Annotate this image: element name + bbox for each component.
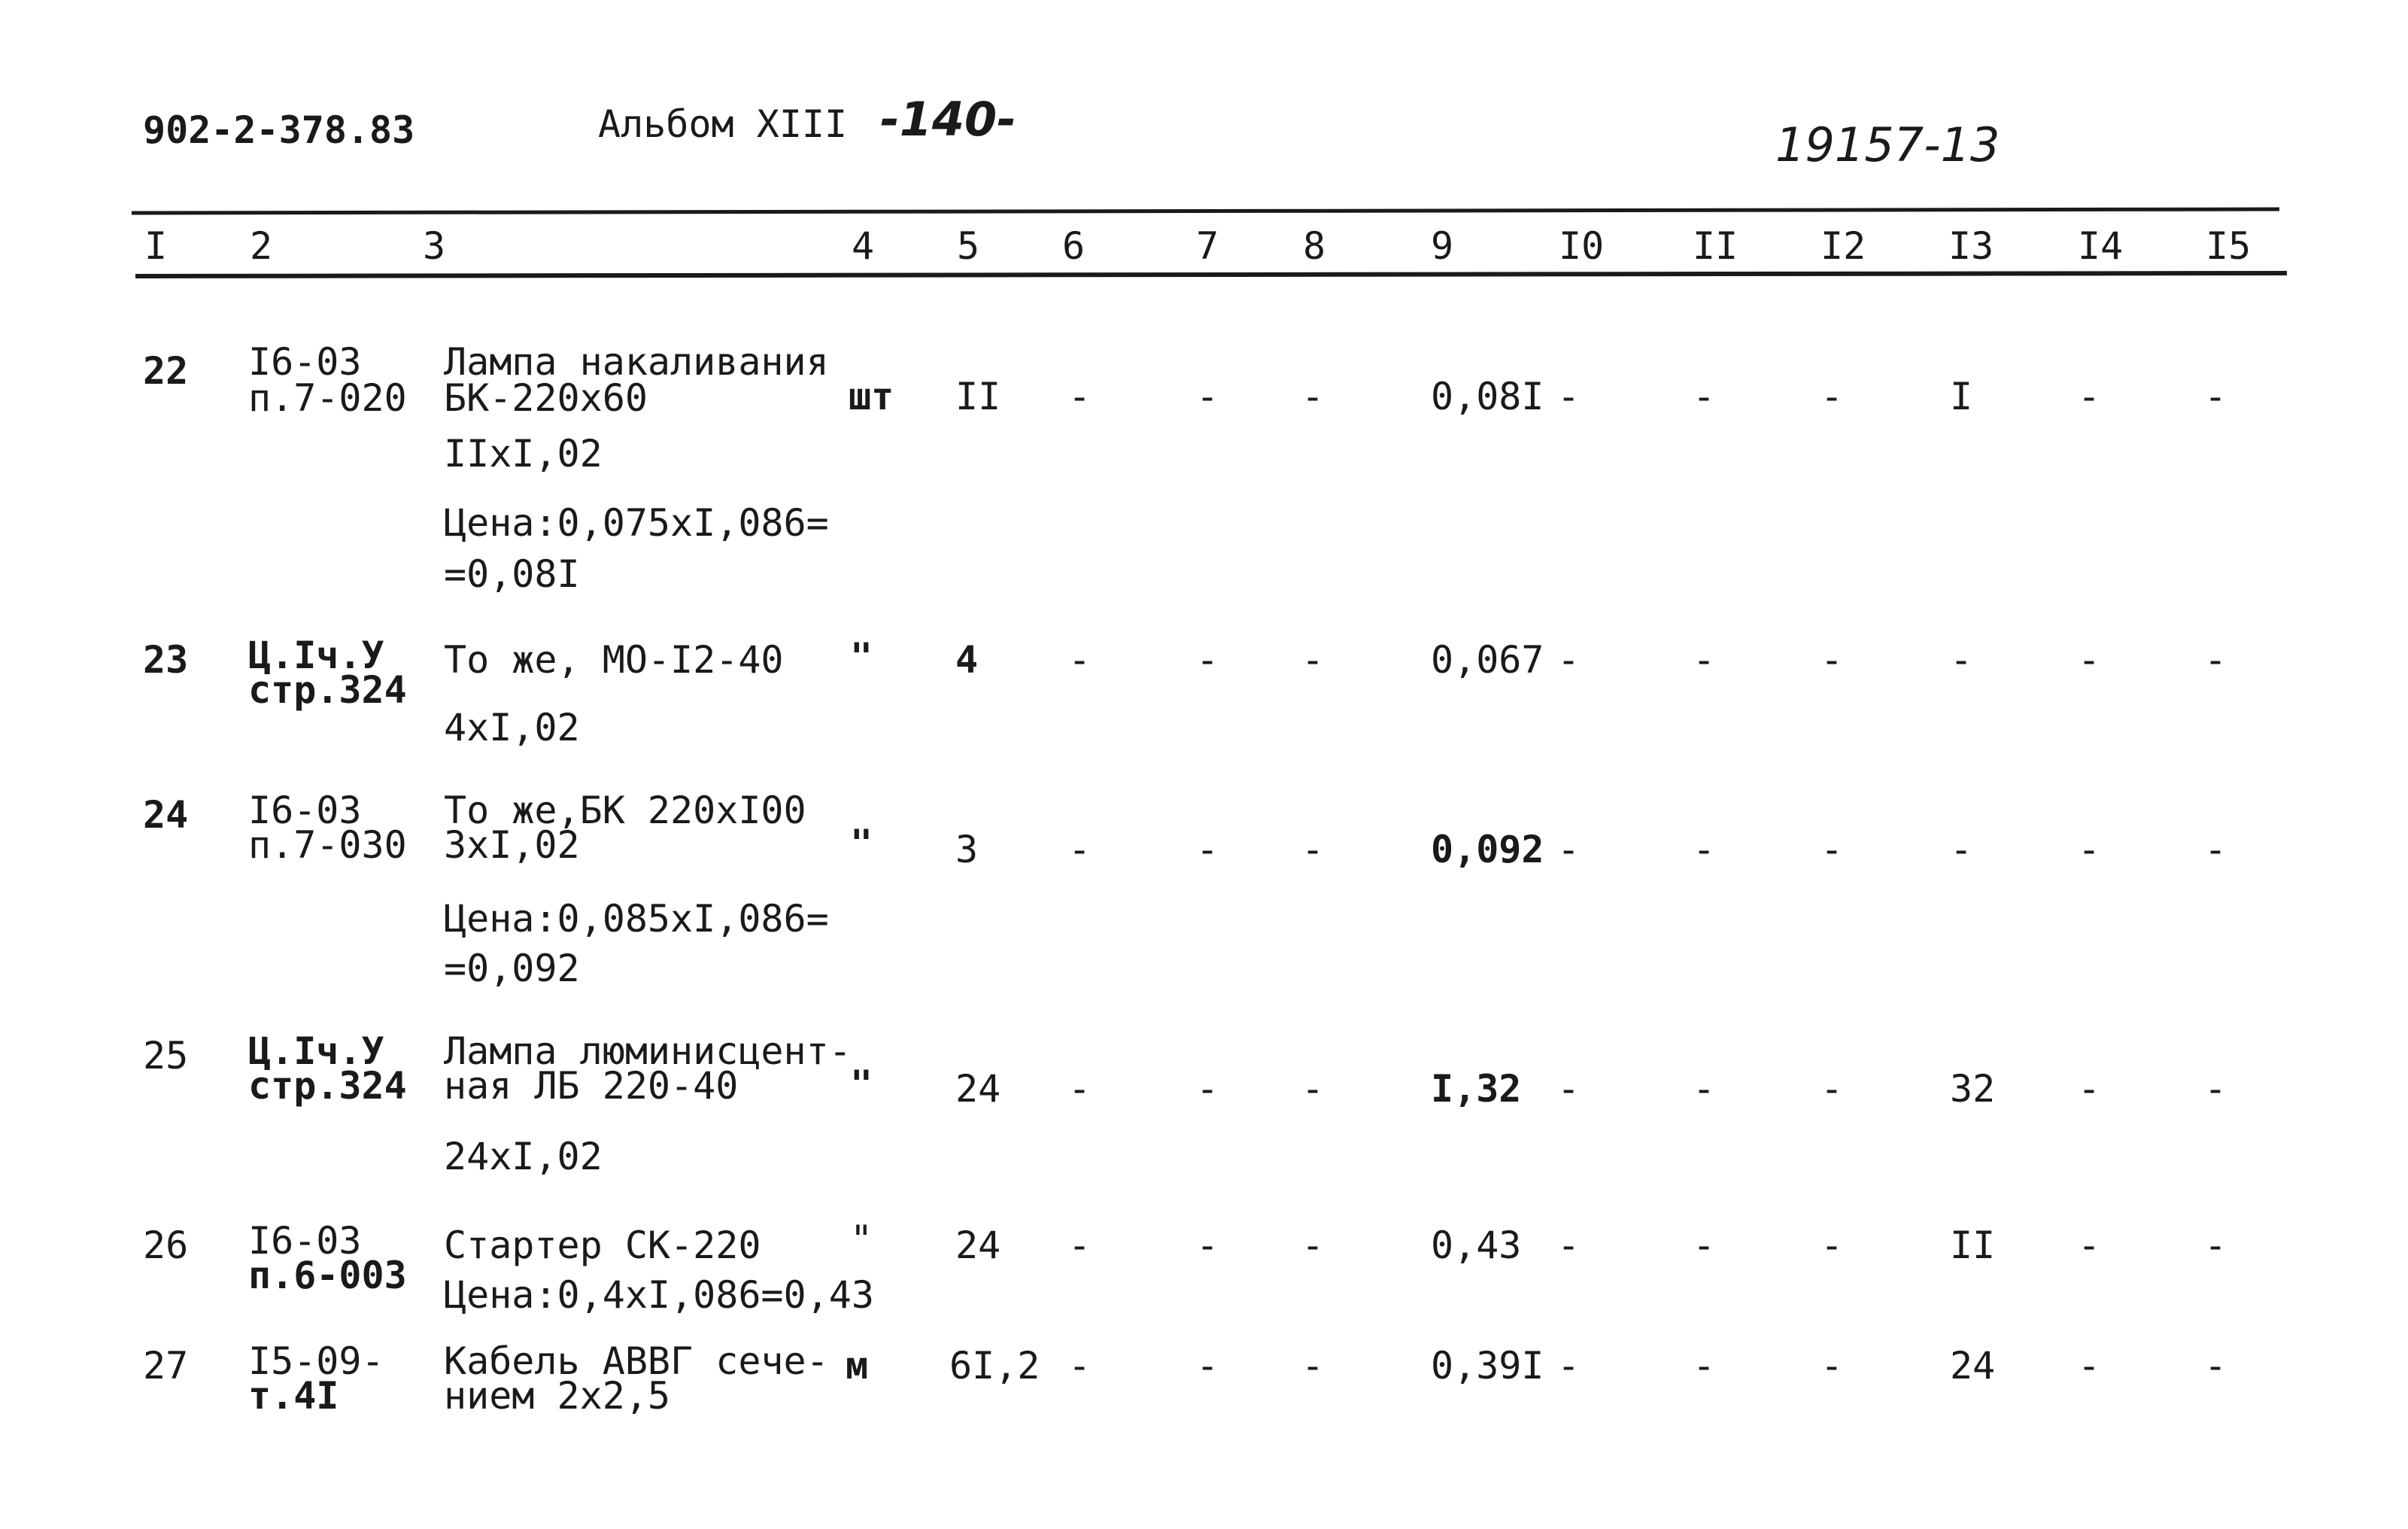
row-col14: - [2078, 1067, 2101, 1111]
row-code-line1: I6-03 [248, 789, 362, 832]
row-col10: - [1557, 638, 1581, 682]
column-number: II [1693, 224, 1738, 268]
row-unit: шт [849, 375, 894, 418]
row-name-line1: То же, МО-I2-40 [444, 638, 784, 682]
row-col15: - [2204, 1344, 2227, 1388]
row-qty: II [955, 375, 1001, 418]
row-calc: 24хI,02 [444, 1135, 603, 1178]
row-number: 25 [143, 1034, 189, 1078]
table-top-rule [132, 208, 2279, 215]
row-qty: 24 [955, 1067, 1001, 1111]
row-col9: 0,43 [1431, 1224, 1522, 1267]
row-unit: м [846, 1344, 869, 1388]
row-qty: 4 [955, 638, 979, 682]
row-code-line2: п.6-003 [248, 1254, 407, 1297]
row-col6: - [1068, 1344, 1092, 1388]
row-col12: - [1820, 828, 1844, 871]
row-code-line1: I5-09- [248, 1339, 384, 1383]
column-number: I3 [1948, 224, 1994, 268]
column-number: I2 [1820, 224, 1866, 268]
row-col8: - [1301, 1224, 1325, 1267]
row-code-line2: п.7-030 [248, 823, 407, 867]
row-qty: 3 [955, 828, 979, 871]
row-col14: - [2078, 1344, 2101, 1388]
row-col12: - [1820, 638, 1844, 682]
row-col15: - [2204, 375, 2227, 418]
row-col14: - [2078, 375, 2101, 418]
table-header-rule [135, 271, 2287, 278]
column-number: I [144, 224, 168, 268]
row-code-line2: стр.324 [248, 1064, 407, 1108]
row-col14: - [2078, 828, 2101, 871]
row-name-line2: нием 2х2,5 [444, 1374, 671, 1418]
row-price-line1: Цена:0,075хI,086= [444, 501, 829, 545]
row-col8: - [1301, 1344, 1325, 1388]
row-col7: - [1196, 1344, 1219, 1388]
archive-number: 19157-13 [1775, 117, 2000, 172]
row-code-line2: стр.324 [248, 668, 407, 712]
doc-code: 902-2-378.83 [143, 108, 415, 152]
column-number: 5 [957, 224, 980, 268]
row-col13: II [1950, 1224, 1996, 1267]
row-col12: - [1820, 1224, 1844, 1267]
row-col6: - [1068, 1224, 1092, 1267]
row-col14: - [2078, 1224, 2101, 1267]
row-qty: 24 [955, 1224, 1001, 1267]
row-col9: 0,067 [1431, 638, 1544, 682]
row-col13: I [1950, 375, 1973, 418]
row-col7: - [1196, 828, 1219, 871]
row-col10: - [1557, 1344, 1581, 1388]
row-col10: - [1557, 1224, 1581, 1267]
column-number: 7 [1196, 224, 1219, 268]
row-number: 24 [143, 793, 189, 837]
row-calc: IIхI,02 [444, 432, 603, 476]
page-number: -140- [880, 92, 1016, 147]
row-col15: - [2204, 1067, 2227, 1111]
row-col13: 24 [1950, 1344, 1996, 1388]
row-col7: - [1196, 1067, 1219, 1111]
row-col6: - [1068, 375, 1092, 418]
row-col12: - [1820, 1344, 1844, 1388]
row-number: 26 [143, 1224, 189, 1267]
row-name-line1: То же,БК 220хI00 [444, 789, 806, 832]
row-name-line1: Лампа люминисцент- [444, 1029, 852, 1073]
row-col11: - [1693, 828, 1716, 871]
row-code-line1: I6-03 [248, 340, 362, 384]
row-col8: - [1301, 828, 1325, 871]
row-unit: " [850, 1062, 873, 1106]
row-unit: " [850, 822, 873, 865]
row-calc: Цена:0,4хI,086=0,43 [444, 1273, 874, 1317]
row-col15: - [2204, 638, 2227, 682]
row-code-line2: т.4I [248, 1374, 339, 1418]
row-unit: " [850, 635, 873, 679]
row-col7: - [1196, 1224, 1219, 1267]
column-number: 3 [423, 224, 446, 268]
row-price-line2: =0,08I [444, 552, 580, 596]
column-number: 2 [250, 224, 273, 268]
row-col10: - [1557, 828, 1581, 871]
row-col9: 0,092 [1431, 828, 1544, 871]
row-name-line1: Лампа накаливания [444, 340, 829, 384]
album-label: Альбом XIII [598, 102, 848, 146]
column-number: I4 [2078, 224, 2124, 268]
row-calc: 4хI,02 [444, 706, 580, 749]
row-col8: - [1301, 375, 1325, 418]
row-unit: " [850, 1217, 873, 1261]
row-number: 27 [143, 1344, 189, 1388]
row-col7: - [1196, 638, 1219, 682]
row-col10: - [1557, 375, 1581, 418]
row-col7: - [1196, 375, 1219, 418]
row-col13: - [1950, 828, 1973, 871]
row-col9: 0,39I [1431, 1344, 1544, 1388]
row-code-line1: Ц.Iч.У [248, 1029, 384, 1073]
row-code-line1: I6-03 [248, 1219, 362, 1263]
row-name-line1: Стартер СК-220 [444, 1224, 761, 1267]
row-col6: - [1068, 638, 1092, 682]
column-number: 9 [1431, 224, 1454, 268]
row-col9: 0,08I [1431, 375, 1544, 418]
row-col10: - [1557, 1067, 1581, 1111]
row-col6: - [1068, 1067, 1092, 1111]
row-col8: - [1301, 1067, 1325, 1111]
row-col11: - [1693, 638, 1716, 682]
row-col13: - [1950, 638, 1973, 682]
row-col6: - [1068, 828, 1092, 871]
row-number: 23 [143, 638, 189, 682]
row-price-line1: Цена:0,085хI,086= [444, 897, 829, 941]
row-col11: - [1693, 375, 1716, 418]
row-name-line1: Кабель АВВГ сече- [444, 1339, 829, 1383]
row-name-line2: ная ЛБ 220-40 [444, 1064, 739, 1108]
row-col15: - [2204, 828, 2227, 871]
row-col12: - [1820, 1067, 1844, 1111]
row-col11: - [1693, 1224, 1716, 1267]
row-col11: - [1693, 1067, 1716, 1111]
row-col12: - [1820, 375, 1844, 418]
column-number: 8 [1303, 224, 1326, 268]
column-number: 6 [1062, 224, 1086, 268]
row-name-line2: БК-220х60 [444, 376, 648, 420]
row-qty: 6I,2 [949, 1344, 1040, 1388]
row-col13: 32 [1950, 1067, 1996, 1111]
row-name-line2: 3хI,02 [444, 823, 580, 867]
column-number: I0 [1559, 224, 1605, 268]
row-code-line1: Ц.Iч.У [248, 634, 384, 677]
column-number: 4 [852, 224, 875, 268]
row-col14: - [2078, 638, 2101, 682]
row-col9: I,32 [1431, 1067, 1522, 1111]
row-number: 22 [143, 349, 189, 393]
row-col15: - [2204, 1224, 2227, 1267]
row-col11: - [1693, 1344, 1716, 1388]
column-number: I5 [2206, 224, 2252, 268]
row-col8: - [1301, 638, 1325, 682]
row-code-line2: п.7-020 [248, 376, 407, 420]
row-price-line2: =0,092 [444, 947, 580, 990]
